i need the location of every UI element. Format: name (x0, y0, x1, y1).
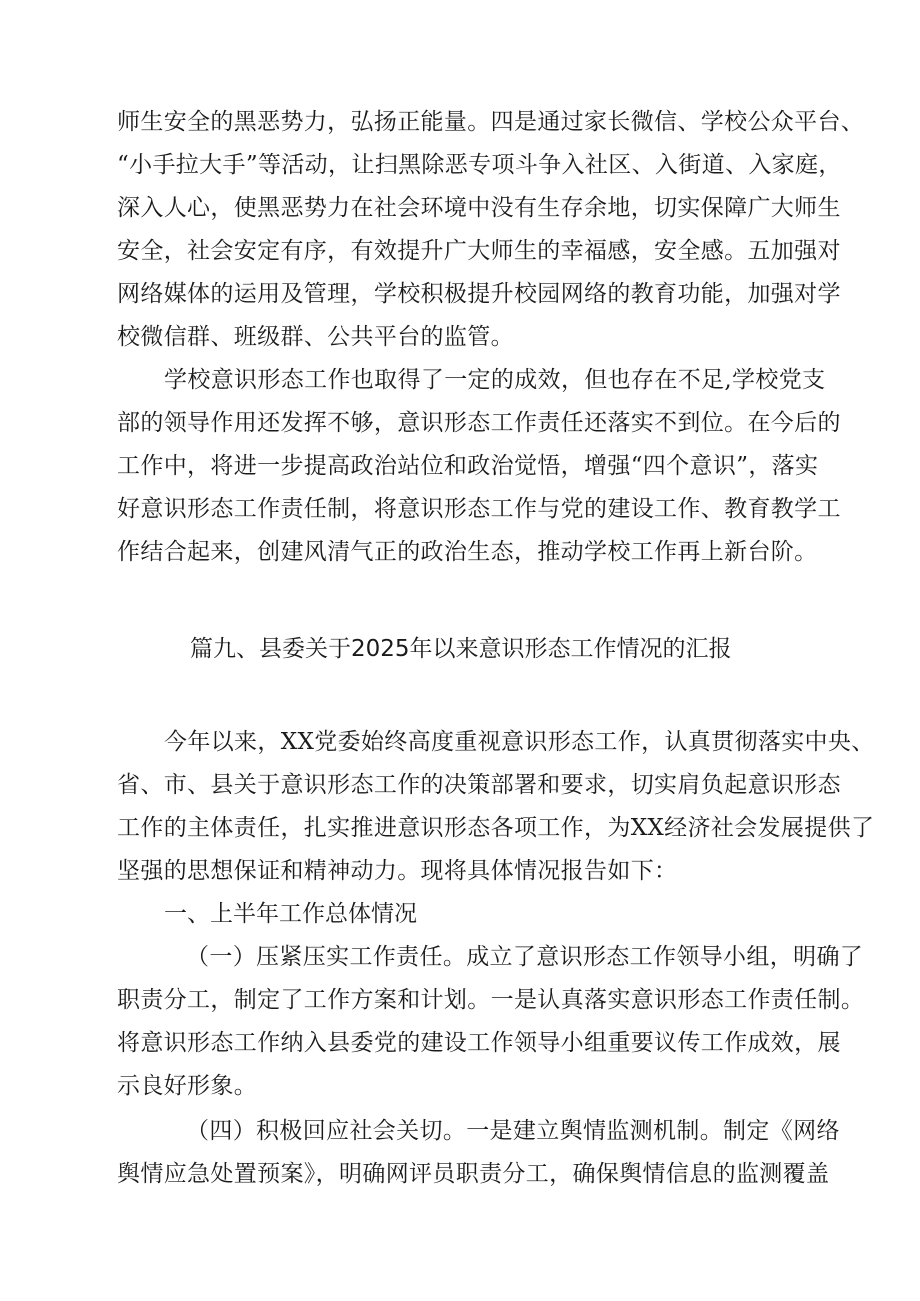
text-line: 省、市、县关于意识形态工作的决策部署和要求，切实肩负起意识形态 (117, 772, 841, 798)
text-line: 学校意识形态工作也取得了一定的成效，但也存在不足,学校党支 (164, 367, 826, 393)
text-line: 坚强的思想保证和精神动力。现将具体情况报告如下： (117, 858, 678, 884)
text-line: 舆情应急处置预案》，明确网评员职责分工，确保舆情信息的监测覆盖 (117, 1161, 830, 1187)
text-line: 职责分工，制定了工作方案和计划。一是认真落实意识形态工作责任制。 (117, 987, 865, 1013)
text-line: 校微信群、班级群、公共平台的监管。 (117, 324, 514, 350)
text-line: 深入人心，使黑恶势力在社会环境中没有生存余地，切实保障广大师生 (117, 195, 841, 221)
text-line: 师生安全的黑恶势力，弘扬正能量。四是通过家长微信、学校公众平台、 (117, 109, 865, 135)
text-line: （一）压紧压实工作责任。成立了意识形态工作领导小组，明确了 (186, 944, 864, 970)
text-line: 安全，社会安定有序，有效提升广大师生的幸福感，安全感。五加强对 (117, 238, 841, 264)
text-line: 网络媒体的运用及管理，学校积极提升校园网络的教育功能，加强对学 (117, 281, 841, 307)
section-heading: 一、上半年工作总体情况 (164, 901, 417, 927)
text-line: “小手拉大手”等活动，让扫黑除恶专项斗争入社区、入街道、入家庭， (117, 152, 842, 178)
section-title: 篇九、县委关于2025年以来意识形态工作情况的汇报 (190, 636, 732, 662)
text-line: 今年以来，XX党委始终高度重视意识形态工作，认真贯彻落实中央、 (164, 729, 875, 755)
text-line: 作结合起来，创建风清气正的政治生态，推动学校工作再上新台阶。 (117, 539, 818, 565)
text-line: 示良好形象。 (117, 1073, 258, 1099)
text-line: 工作中，将进一步提高政治站位和政治觉悟，增强“四个意识”，落实 (117, 453, 819, 479)
text-line: 工作的主体责任，扎实推进意识形态各项工作，为XX经济社会发展提供了 (117, 815, 875, 841)
text-line: 部的领导作用还发挥不够，意识形态工作责任还落实不到位。在今后的 (117, 410, 841, 436)
text-line: 好意识形态工作责任制，将意识形态工作与党的建设工作、教育教学工 (117, 496, 841, 522)
text-line: 将意识形态工作纳入县委党的建设工作领导小组重要议传工作成效，展 (117, 1030, 841, 1056)
text-line: （四）积极回应社会关切。一是建立舆情监测机制。制定《网络 (186, 1118, 840, 1144)
